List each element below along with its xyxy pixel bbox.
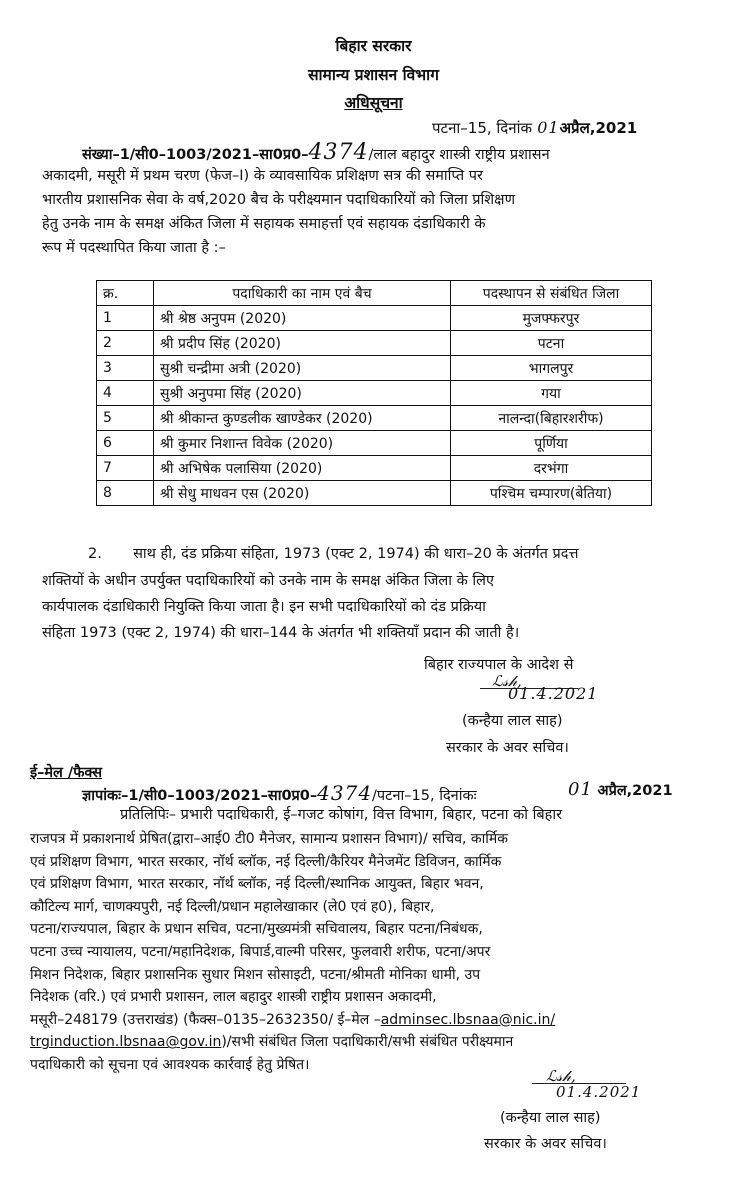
memo-number-line (82, 781, 477, 805)
notice-title: अधिसूचना (344, 94, 403, 112)
header-district: पदस्थापन से संबंधित जिला (451, 281, 652, 306)
copy-line: पटना/राज्यपाल, बिहार के प्रधान सचिव, पटना/मुख्यमंत्री सचिवालय, बिहार पटना/निबंधक, (30, 921, 483, 938)
table-row (97, 356, 652, 381)
signature-scrawl-2: ℒ𝓈𝒽, (546, 1067, 576, 1085)
order-number-handwritten: 4374 (308, 140, 369, 165)
para2-line1: साथ ही, दंड प्रक्रिया संहिता, 1973 (एक्ट 2, 1974) की धारा–20 के अंतर्गत प्रदत्त (133, 546, 579, 562)
officer-cell: सुश्री अनुपमा सिंह (2020) (154, 381, 451, 406)
signature1-designation: सरकार के अवर सचिव। (446, 740, 569, 756)
copy-email-line (30, 1009, 680, 1032)
table-row (97, 481, 652, 506)
para2-number: 2. (88, 546, 102, 562)
district-cell: गया (451, 381, 652, 406)
email-link-1[interactable]: adminsec.lbsnaa@nic.in/ (380, 1011, 556, 1028)
officers-table (96, 280, 652, 506)
copy-email-line-2 (30, 1031, 680, 1054)
copy-line: एवं प्रशिक्षण विभाग, भारत सरकार, नॉर्थ ब्लॉक, नई दिल्ली/कैरियर मैनेजमेंट डिविजन, कार्मिक (30, 853, 502, 870)
serial-cell: 1 (97, 306, 154, 331)
email-link-2[interactable]: trginduction.lbsnaa@gov.in (30, 1034, 222, 1051)
memo-month-year: अप्रैल,2021 (597, 783, 673, 799)
memo-rest: /पटना–15, दिनांकः (372, 788, 477, 804)
para2-body (42, 568, 682, 646)
signature2-name: (कन्हैया लाल साह) (500, 1110, 601, 1126)
order-line: रूप में पदस्थापित किया जाता है :– (42, 240, 226, 256)
signature1-date: 01.4.2021 (508, 684, 599, 703)
officer-cell: श्री सेधु माधवन एस (2020) (154, 481, 451, 506)
district-cell: भागलपुर (451, 356, 652, 381)
serial-cell: 2 (97, 331, 154, 356)
department-heading: सामान्य प्रशासन विभाग (308, 66, 439, 84)
memo-day: 01 (568, 779, 593, 800)
table-row (97, 456, 652, 481)
copy-email-prefix: मसूरी–248179 (उत्तराखंड) (फैक्स–0135–2632350/ ई–मेल – (30, 1011, 381, 1028)
signature1-name: (कन्हैया लाल साह) (462, 713, 563, 729)
order-line1-rest: /लाल बहादुर शास्त्री राष्ट्रीय प्रशासन (368, 147, 550, 163)
officer-cell: श्री कुमार निशान्त विवेक (2020) (154, 431, 451, 456)
table-row (97, 431, 652, 456)
district-cell: मुजफ्फरपुर (451, 306, 652, 331)
government-heading: बिहार सरकार (335, 37, 412, 55)
date-line (432, 118, 637, 138)
serial-cell: 3 (97, 356, 154, 381)
serial-cell: 8 (97, 481, 154, 506)
signature-scrawl-1: ℒ𝓈𝒽, (492, 672, 522, 690)
order-line: भारतीय प्रशासनिक सेवा के वर्ष,2020 बैच के परीक्ष्यमान पदाधिकारियों को जिला प्रशिक्षण (42, 192, 516, 208)
officer-cell: श्री श्रीकान्त कुण्डलीक खाण्डेकर (2020) (154, 406, 451, 431)
date-month-year: अप्रैल,2021 (559, 119, 638, 137)
table-row (97, 331, 652, 356)
order-number-line (82, 140, 550, 165)
para2-line: शक्तियों के अधीन उपर्युक्त पदाधिकारियों को उनके नाम के समक्ष अंकित जिला के लिए (42, 573, 494, 589)
copy-body (30, 828, 680, 1077)
serial-cell: 6 (97, 431, 154, 456)
order-body (42, 164, 682, 260)
table-row (97, 306, 652, 331)
header-serial: क्र. (97, 281, 154, 306)
memo-number-handwritten: 4374 (317, 781, 373, 805)
copy-first-line: प्रतिलिपिः– प्रभारी पदाधिकारी, ई–गजट कोषांग, वित्त विभाग, बिहार, पटना को बिहार (120, 807, 563, 823)
table-row (97, 381, 652, 406)
copy-line: राजपत्र में प्रकाशनार्थ प्रेषित(द्वारा–आई0 टी0 मैनेजर, सामान्य प्रशासन विभाग)/ सचिव, कार्मिक (30, 831, 509, 847)
order-line: हेतु उनके नाम के समक्ष अंकित जिला में सहायक समाहर्त्ता एवं सहायक दंडाधिकारी के (42, 216, 486, 232)
email-fax-label: ई–मेल /फैक्स (30, 765, 103, 781)
district-cell: दरभंगा (451, 456, 652, 481)
copy-line: पटना उच्च न्यायालय, पटना/महानिदेशक, बिपार्ड,वाल्मी परिसर, फुलवारी शरीफ, पटना/अपर (30, 943, 491, 960)
district-cell: पूर्णिया (451, 431, 652, 456)
district-cell: पटना (451, 331, 652, 356)
signature2-designation: सरकार के अवर सचिव। (484, 1136, 607, 1152)
copy-line: मिशन निदेशक, बिहार प्रशासनिक सुधार मिशन सोसाइटी, पटना/श्रीमती मोनिका धामी, उप (30, 966, 481, 983)
district-cell: नालन्दा(बिहारशरीफ) (451, 406, 652, 431)
copy-line: निदेशक (वरि.) एवं प्रभारी प्रशासन, लाल बहादुर शास्त्री राष्ट्रीय प्रशासन अकादमी, (30, 989, 437, 1006)
para2-first-line (88, 543, 579, 563)
copy-line: कौटिल्य मार्ग, चाणक्यपुरी, नई दिल्ली/प्रधान महालेखाकार (ले0 एवं ह0), बिहार, (30, 898, 435, 915)
order-line: अकादमी, मसूरी में प्रथम चरण (फेज–I) के व्यावसायिक प्रशिक्षण सत्र की समाप्ति पर (42, 168, 483, 184)
copy-email2-rest: )/सभी संबंधित जिला पदाधिकारी/सभी संबंधित परीक्ष्यमान (221, 1034, 514, 1051)
table-header-row (97, 281, 652, 306)
serial-cell: 7 (97, 456, 154, 481)
signature2-date: 01.4.2021 (556, 1083, 642, 1101)
officer-cell: श्री श्रेष्ठ अनुपम (2020) (154, 306, 451, 331)
district-cell: पश्चिम चम्पारण(बेतिया) (451, 481, 652, 506)
para2-line: कार्यपालक दंडाधिकारी नियुक्ति किया जाता है। इन सभी पदाधिकारियों को दंड प्रक्रिया (42, 599, 486, 615)
notice-title-wrap (0, 91, 747, 113)
officer-cell: श्री प्रदीप सिंह (2020) (154, 331, 451, 356)
copy-line: पदाधिकारी को सूचना एवं आवश्यक कार्रवाई हेतु प्रेषित। (30, 1056, 310, 1073)
officer-cell: श्री अभिषेक पलासिया (2020) (154, 456, 451, 481)
governor-order-line: बिहार राज्यपाल के आदेश से (424, 657, 574, 673)
para2-line: संहिता 1973 (एक्ट 2, 1974) की धारा–144 के अंतर्गत भी शक्तियाँ प्रदान की जाती है। (42, 625, 520, 641)
memo-number: ज्ञापांकः–1/सी0–1003/2021–सा0प्र0– (82, 788, 318, 804)
memo-date (568, 779, 673, 800)
order-number: संख्या–1/सी0–1003/2021–सा0प्र0– (82, 147, 309, 163)
date-place: पटना–15, दिनांक (432, 119, 532, 137)
officer-cell: सुश्री चन्द्रीमा अत्री (2020) (154, 356, 451, 381)
serial-cell: 5 (97, 406, 154, 431)
copy-line: एवं प्रशिक्षण विभाग, भारत सरकार, नॉर्थ ब्लॉक, नई दिल्ली/स्थानिक आयुक्त, बिहार भवन, (30, 876, 484, 893)
date-day: 01 (537, 118, 560, 137)
table-row (97, 406, 652, 431)
header-officer-name: पदाधिकारी का नाम एवं बैच (154, 281, 451, 306)
serial-cell: 4 (97, 381, 154, 406)
